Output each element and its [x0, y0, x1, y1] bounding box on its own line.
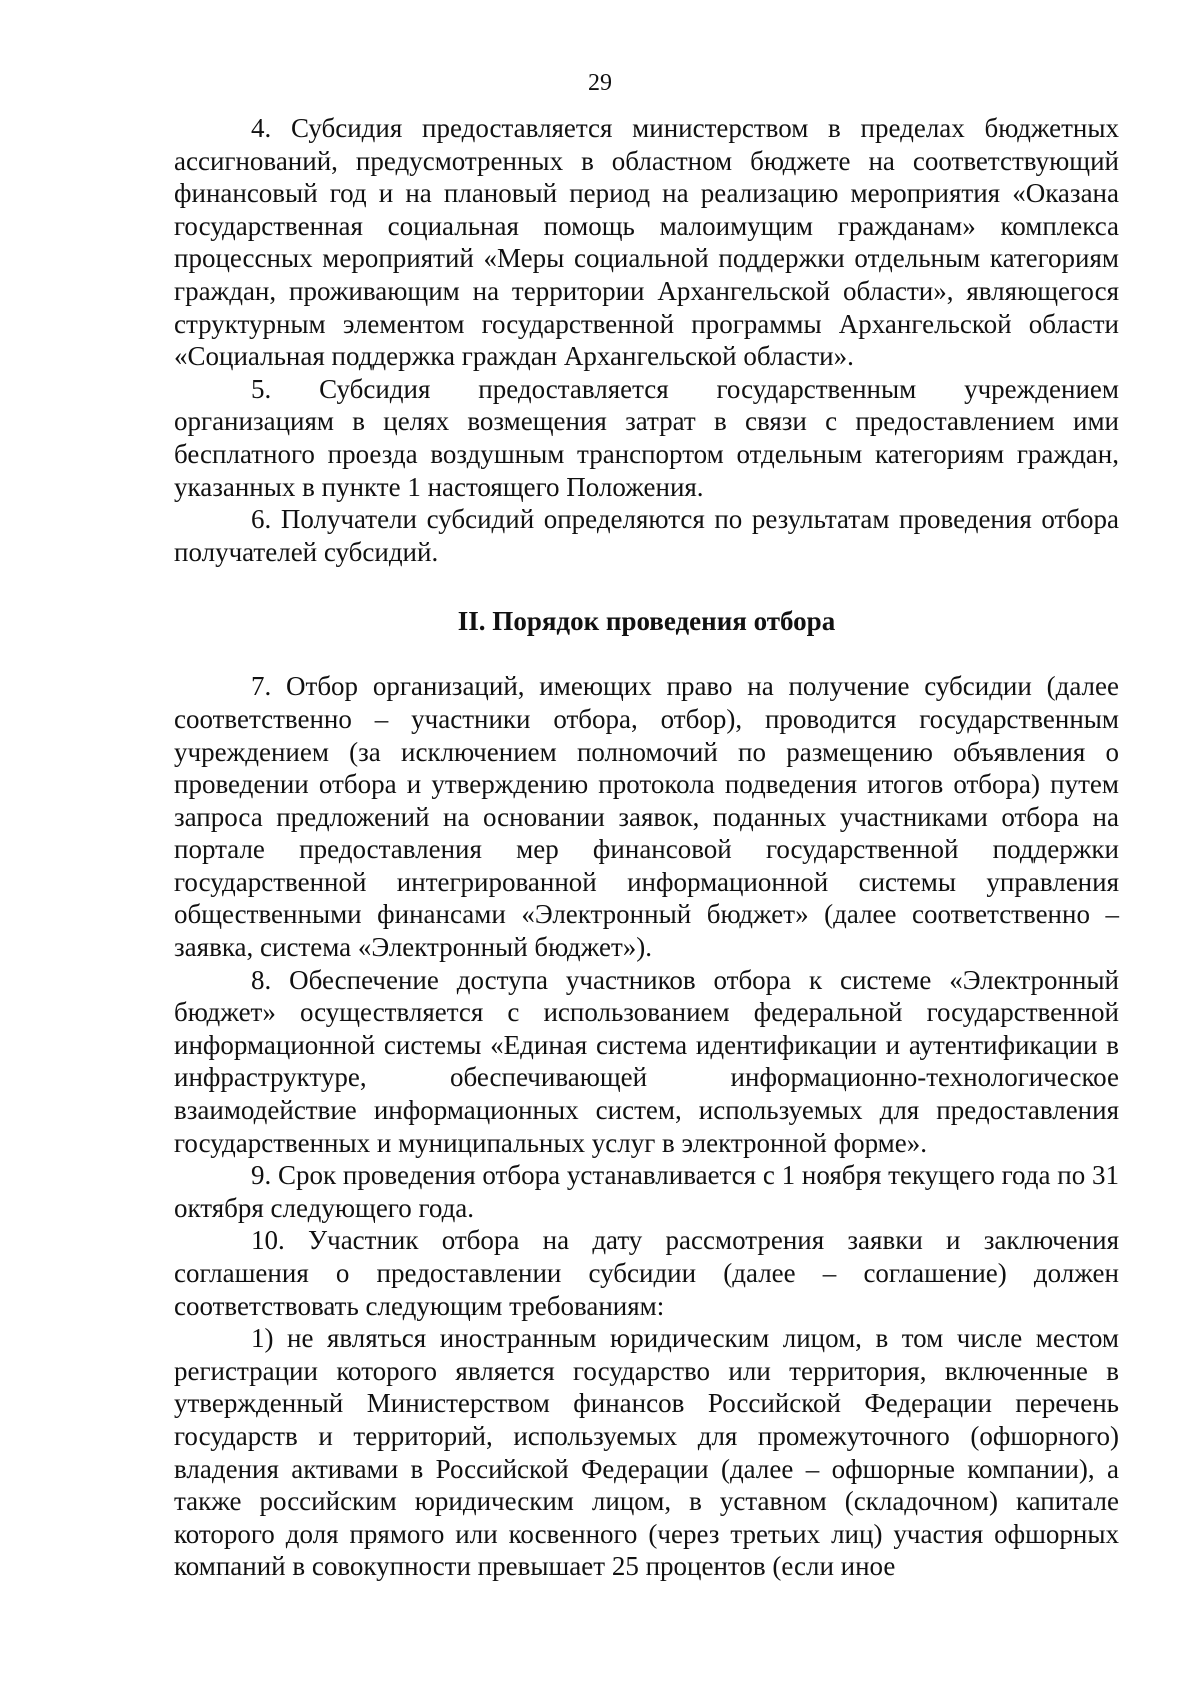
paragraph-5: 5. Субсидия предоставляется государственным учреждением организациям в целях возмещения затрат в связи с предоставлением ими бесплатного проезда воздушным транспортом отдельным категориям граждан, указанных в пункте 1 настоящего Положения. — [174, 373, 1119, 502]
paragraph-9: 9. Срок проведения отбора устанавливается с 1 ноября текущего года по 31 октября следующего года. — [174, 1160, 1119, 1223]
paragraph-4: 4. Субсидия предоставляется министерством в пределах бюджетных ассигнований, предусмотренных в областном бюджете на соответствующий финансовый год и на плановый период на реализацию мероприятия «Оказана государственная социальная помощь малоимущим гражданам» комплекса процессных мероприятий «Меры социальной поддержки отдельным категориям граждан, проживающим на территории Архангельской области», являющегося структурным элементом государственной программы Архангельской области «Социальная поддержка граждан Архангельской области». — [174, 113, 1119, 372]
page-number: 29 — [588, 70, 612, 96]
paragraph-7: 7. Отбор организаций, имеющих право на получение субсидии (далее соответственно – участники отбора, отбор), проводится государственным учреждением (за исключением полномочий по размещению объявления о проведении отбора и утверждению протокола подведения итогов отбора) путем запроса предложений на основании заявок, поданных участниками отбора на портале предоставления мер финансовой государственной поддержки государственной интегрированной информационной системы управления общественными финансами «Электронный бюджет» (далее соответственно – заявка, система «Электронный бюджет»). — [174, 671, 1119, 963]
paragraph-10: 10. Участник отбора на дату рассмотрения заявки и заключения соглашения о предоставлении субсидии (далее – соглашение) должен соответствовать следующим требованиям: — [174, 1225, 1119, 1321]
document-body — [174, 112, 1119, 1583]
paragraph-8: 8. Обеспечение доступа участников отбора к системе «Электронный бюджет» осуществляется с использованием федеральной государственной информационной системы «Единая система идентификации и аутентификации в инфраструктуре, обеспечивающей информационно-технологическое взаимодействие информационных систем, используемых для предоставления государственных и муниципальных услуг в электронной форме». — [174, 964, 1119, 1158]
paragraph-6: 6. Получатели субсидий определяются по результатам проведения отбора получателей субсидий. — [174, 504, 1119, 567]
paragraph-10-item-1: 1) не являться иностранным юридическим лицом, в том числе местом регистрации которого является государство или территория, включенные в утвержденный Министерством финансов Российской Федерации перечень государств и территорий, используемых для промежуточного (офшорного) владения активами в Российской Федерации (далее – офшорные компании), а также российским юридическим лицом, в уставном (складочном) капитале которого доля прямого или косвенного (через третьих лиц) участия офшорных компаний в совокупности превышает 25 процентов (если иное — [174, 1323, 1119, 1582]
section-heading: II. Порядок проведения отбора — [457, 606, 836, 637]
